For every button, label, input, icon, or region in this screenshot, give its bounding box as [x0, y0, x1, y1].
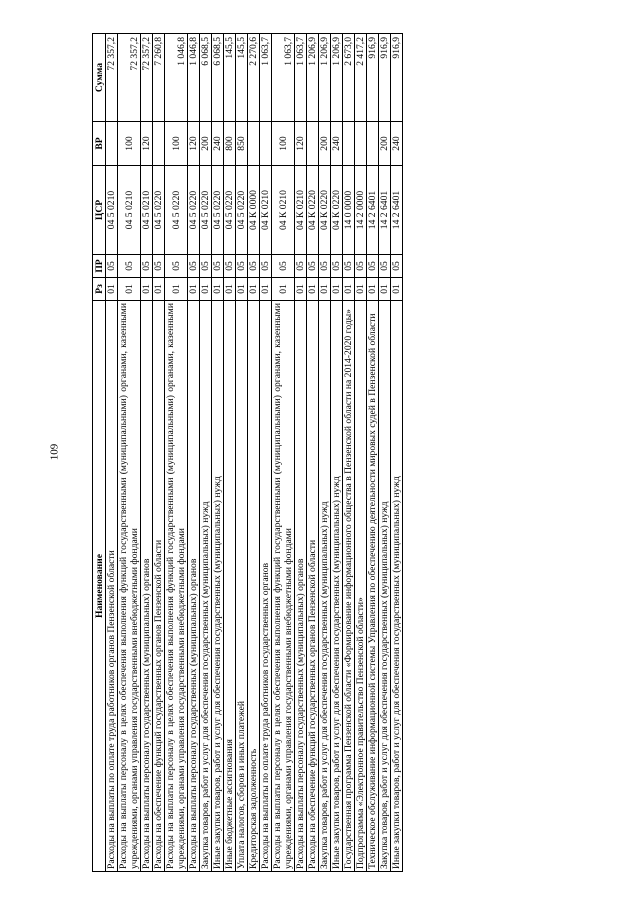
- row-pr: 05: [319, 255, 331, 278]
- row-vr: 200: [319, 122, 331, 166]
- row-vr: 100: [165, 122, 188, 166]
- row-name: Расходы на выплаты персоналу в целях обеспечения выполнения функций государственными (муниципальными) органами, казенными учреждениями, органами управления государственными внебюджетными фондами: [118, 301, 141, 872]
- row-csr: 14 0 0000: [343, 166, 355, 255]
- row-csr: 04 5 0220: [188, 166, 200, 255]
- row-vr: [355, 122, 367, 166]
- row-sum: 72 357,2: [106, 34, 118, 122]
- header-csr: ЦСР: [93, 166, 106, 255]
- budget-table: [92, 33, 403, 872]
- row-rz: 01: [153, 278, 165, 301]
- row-sum: 2 673,0: [343, 34, 355, 122]
- row-sum: 145,5: [224, 34, 236, 122]
- row-csr: 04 К 0210: [272, 166, 295, 255]
- row-rz: 01: [272, 278, 295, 301]
- row-name: Уплата налогов, сборов и иных платежей: [236, 301, 248, 872]
- table-row: [331, 34, 343, 872]
- header-rz: Рз: [93, 278, 106, 301]
- table-row: [153, 34, 165, 872]
- row-rz: 01: [248, 278, 260, 301]
- table-row: [295, 34, 307, 872]
- row-name: Закупка товаров, работ и услуг для обеспечения государственных (муниципальных) нужд: [200, 301, 212, 872]
- row-pr: 05: [355, 255, 367, 278]
- row-sum: 1 063,7: [260, 34, 272, 122]
- row-name: Расходы на выплаты персоналу государственных (муниципальных) органов: [295, 301, 307, 872]
- row-name: Расходы на выплаты персоналу государственных (муниципальных) органов: [141, 301, 153, 872]
- row-sum: 1 046,8: [188, 34, 200, 122]
- row-vr: 120: [188, 122, 200, 166]
- table-row: [141, 34, 153, 872]
- row-name: Иные закупки товаров, работ и услуг для обеспечения государственных (муниципальных) нужд: [212, 301, 224, 872]
- table-row: [272, 34, 295, 872]
- row-pr: 05: [153, 255, 165, 278]
- row-rz: 01: [212, 278, 224, 301]
- row-rz: 01: [236, 278, 248, 301]
- row-rz: 01: [379, 278, 391, 301]
- row-rz: 01: [307, 278, 319, 301]
- row-name: Расходы на выплаты по оплате труда работников органов Пензенской области: [106, 301, 118, 872]
- table-row: [355, 34, 367, 872]
- row-name: Расходы на обеспечение функций государственных органов Пензенской области: [153, 301, 165, 872]
- table-row: [260, 34, 272, 872]
- row-csr: 14 2 0000: [355, 166, 367, 255]
- row-sum: 1 206,9: [307, 34, 319, 122]
- row-rz: 01: [200, 278, 212, 301]
- row-csr: 04 5 0210: [141, 166, 153, 255]
- row-sum: 916,9: [391, 34, 403, 122]
- row-sum: 1 046,8: [165, 34, 188, 122]
- row-sum: 916,9: [367, 34, 379, 122]
- row-csr: 04 5 0220: [236, 166, 248, 255]
- table-row: [343, 34, 355, 872]
- row-rz: 01: [260, 278, 272, 301]
- row-vr: 800: [224, 122, 236, 166]
- row-name: Иные закупки товаров, работ и услуг для обеспечения государственных (муниципальных) нужд: [391, 301, 403, 872]
- row-vr: [260, 122, 272, 166]
- row-pr: 05: [141, 255, 153, 278]
- header-vr: ВР: [93, 122, 106, 166]
- row-sum: 2 270,6: [248, 34, 260, 122]
- row-sum: 72 357,2: [118, 34, 141, 122]
- row-name: Расходы на выплаты персоналу в целях обеспечения выполнения функций государственными (муниципальными) органами, казенными учреждениями, органами управления государственными внебюджетными фондами: [165, 301, 188, 872]
- row-vr: 850: [236, 122, 248, 166]
- row-rz: 01: [391, 278, 403, 301]
- table-header-row: [93, 34, 106, 872]
- row-vr: 100: [272, 122, 295, 166]
- row-pr: 05: [188, 255, 200, 278]
- row-vr: 240: [331, 122, 343, 166]
- row-csr: 04 К 0000: [248, 166, 260, 255]
- row-pr: 05: [212, 255, 224, 278]
- row-csr: 04 5 0210: [118, 166, 141, 255]
- row-vr: [367, 122, 379, 166]
- row-sum: 1 206,9: [319, 34, 331, 122]
- row-vr: 200: [200, 122, 212, 166]
- row-sum: 145,5: [236, 34, 248, 122]
- row-vr: 100: [118, 122, 141, 166]
- table-row: [307, 34, 319, 872]
- page-number: 109: [48, 443, 61, 461]
- row-name: Подпрограмма «Электронное правительство Пензенской области»: [355, 301, 367, 872]
- row-rz: 01: [295, 278, 307, 301]
- row-name: Расходы на выплаты персоналу в целях обеспечения выполнения функций государственными (муниципальными) органами, казенными учреждениями, органами управления государственными внебюджетными фондами: [272, 301, 295, 872]
- table-row: [367, 34, 379, 872]
- row-vr: 120: [141, 122, 153, 166]
- row-pr: 05: [331, 255, 343, 278]
- row-name: Закупка товаров, работ и услуг для обеспечения государственных (муниципальных) нужд: [379, 301, 391, 872]
- row-pr: 05: [260, 255, 272, 278]
- row-rz: 01: [319, 278, 331, 301]
- row-name: Иные закупки товаров, работ и услуг для обеспечения государственных (муниципальных) нужд: [331, 301, 343, 872]
- table-row: [106, 34, 118, 872]
- row-name: Техническое обслуживание информационной системы Управления по обеспечению деятельности мировых судей в Пензенской области: [367, 301, 379, 872]
- row-rz: 01: [331, 278, 343, 301]
- row-rz: 01: [343, 278, 355, 301]
- row-rz: 01: [355, 278, 367, 301]
- table-row: [200, 34, 212, 872]
- row-name: Расходы на выплаты персоналу государственных (муниципальных) органов: [188, 301, 200, 872]
- rotated-page-content: [92, 33, 403, 872]
- header-name: Наименование: [93, 301, 106, 872]
- row-sum: 916,9: [379, 34, 391, 122]
- row-sum: 7 260,8: [153, 34, 165, 122]
- row-name: Расходы на обеспечение функций государственных органов Пензенской области: [307, 301, 319, 872]
- table-row: [165, 34, 188, 872]
- row-rz: 01: [118, 278, 141, 301]
- row-csr: 04 5 0220: [153, 166, 165, 255]
- row-vr: [248, 122, 260, 166]
- row-pr: 05: [118, 255, 141, 278]
- row-csr: 04 К 0210: [260, 166, 272, 255]
- row-vr: [307, 122, 319, 166]
- table-row: [236, 34, 248, 872]
- row-csr: 14 2 6401: [391, 166, 403, 255]
- row-pr: 05: [236, 255, 248, 278]
- row-csr: 14 2 6401: [379, 166, 391, 255]
- table-row: [248, 34, 260, 872]
- row-rz: 01: [188, 278, 200, 301]
- row-csr: 04 К 0210: [295, 166, 307, 255]
- row-csr: 04 К 0220: [331, 166, 343, 255]
- row-sum: 1 063,7: [272, 34, 295, 122]
- row-vr: [343, 122, 355, 166]
- row-pr: 05: [200, 255, 212, 278]
- row-csr: 14 2 6401: [367, 166, 379, 255]
- table-row: [319, 34, 331, 872]
- row-vr: [106, 122, 118, 166]
- row-sum: 2 417,2: [355, 34, 367, 122]
- row-pr: 05: [272, 255, 295, 278]
- row-csr: 04 5 0220: [200, 166, 212, 255]
- table-row: [379, 34, 391, 872]
- row-pr: 05: [295, 255, 307, 278]
- row-rz: 01: [106, 278, 118, 301]
- row-pr: 05: [248, 255, 260, 278]
- row-pr: 05: [391, 255, 403, 278]
- row-name: Кредиторская задолженность: [248, 301, 260, 872]
- row-csr: 04 К 0220: [307, 166, 319, 255]
- row-vr: [153, 122, 165, 166]
- row-sum: 6 068,5: [212, 34, 224, 122]
- row-csr: 04 К 0220: [319, 166, 331, 255]
- row-pr: 05: [224, 255, 236, 278]
- row-vr: 240: [391, 122, 403, 166]
- row-name: Закупка товаров, работ и услуг для обеспечения государственных (муниципальных) нужд: [319, 301, 331, 872]
- row-rz: 01: [141, 278, 153, 301]
- row-pr: 05: [307, 255, 319, 278]
- row-csr: 04 5 0210: [106, 166, 118, 255]
- table-row: [391, 34, 403, 872]
- header-pr: ПР: [93, 255, 106, 278]
- row-sum: 1 206,9: [331, 34, 343, 122]
- row-sum: 72 357,2: [141, 34, 153, 122]
- table-row: [224, 34, 236, 872]
- row-pr: 05: [367, 255, 379, 278]
- row-sum: 6 068,5: [200, 34, 212, 122]
- table-row: [212, 34, 224, 872]
- row-csr: 04 5 0220: [224, 166, 236, 255]
- row-rz: 01: [224, 278, 236, 301]
- row-pr: 05: [106, 255, 118, 278]
- row-pr: 05: [343, 255, 355, 278]
- row-sum: 1 063,7: [295, 34, 307, 122]
- header-sum: Сумма: [93, 34, 106, 122]
- table-row: [118, 34, 141, 872]
- row-name: Расходы на выплаты по оплате труда работников государственных органов: [260, 301, 272, 872]
- row-rz: 01: [165, 278, 188, 301]
- row-vr: 200: [379, 122, 391, 166]
- row-vr: 240: [212, 122, 224, 166]
- row-vr: 120: [295, 122, 307, 166]
- row-name: Иные бюджетные ассигнования: [224, 301, 236, 872]
- table-row: [188, 34, 200, 872]
- row-pr: 05: [165, 255, 188, 278]
- row-csr: 04 5 0220: [212, 166, 224, 255]
- row-pr: 05: [379, 255, 391, 278]
- row-csr: 04 5 0220: [165, 166, 188, 255]
- row-rz: 01: [367, 278, 379, 301]
- row-name: Государственная программа Пензенской области «Формирование информационного общества в Пензенской области на 2014-2020 годы»: [343, 301, 355, 872]
